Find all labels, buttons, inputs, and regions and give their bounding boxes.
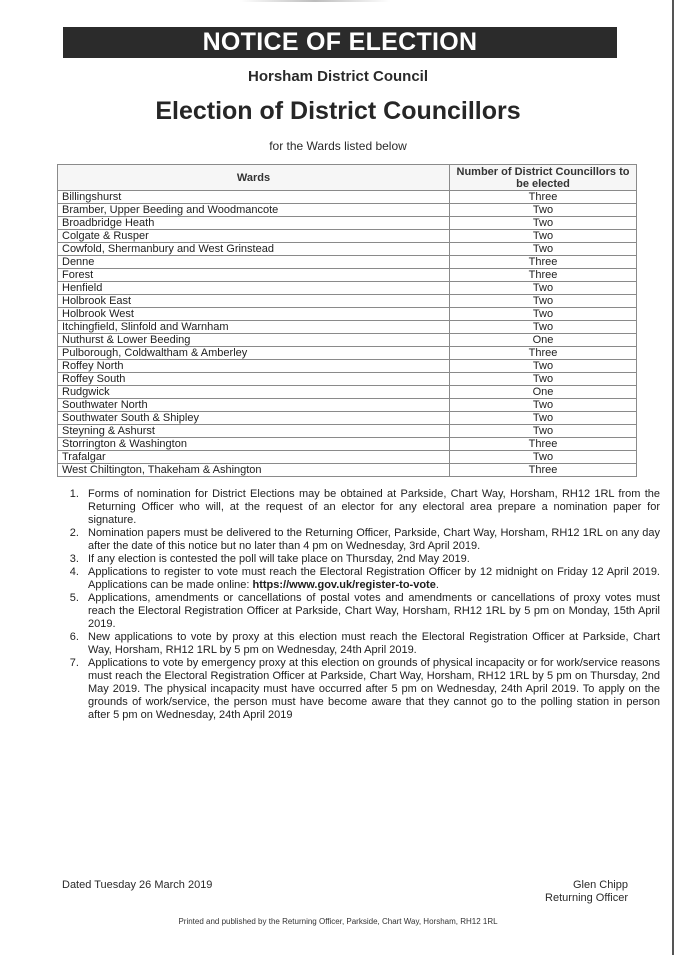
councillor-count: Two	[450, 217, 637, 230]
ward-name: Cowfold, Shermanbury and West Grinstead	[58, 243, 450, 256]
note-text: Forms of nomination for District Elections may be obtained at Parkside, Chart Way, Horsham, RH12 1RL from the Returning Officer who will, at the request of an elector for any electoral area prepare a nomination paper for signature.	[88, 488, 660, 526]
ward-name: Denne	[58, 256, 450, 269]
ward-name: Storrington & Washington	[58, 438, 450, 451]
table-row	[58, 269, 637, 282]
table-row	[58, 282, 637, 295]
councillor-count: Two	[450, 451, 637, 464]
table-row	[58, 295, 637, 308]
signer-name: Glen Chipp	[572, 879, 628, 891]
table-row	[58, 373, 637, 386]
note-item	[82, 657, 660, 722]
scan-shadow	[240, 0, 390, 2]
councillor-count: Three	[450, 191, 637, 204]
table-row	[58, 191, 637, 204]
note-text-after: .	[435, 579, 439, 591]
wards-table-body	[58, 191, 637, 477]
table-row	[58, 230, 637, 243]
note-text: Applications, amendments or cancellations of postal votes and amendments or cancellations of proxy votes must reach the Electoral Registration Officer at Parkside, Chart Way, Horsham, RH12 1RL by 5 pm on Monday, 15th April 2019.	[88, 592, 660, 630]
header-councillors: Number of District Councillors to be elected	[450, 165, 637, 191]
ward-name: Holbrook West	[58, 308, 450, 321]
councillor-count: Two	[450, 243, 637, 256]
councillor-count: Two	[450, 360, 637, 373]
councillor-count: Three	[450, 464, 637, 477]
page-subtitle: for the Wards listed below	[269, 139, 407, 153]
table-row	[58, 399, 637, 412]
table-header-row	[58, 165, 637, 191]
table-row	[58, 204, 637, 217]
note-item	[82, 592, 660, 631]
table-row	[58, 308, 637, 321]
councillor-count: Three	[450, 269, 637, 282]
councillor-count: Two	[450, 373, 637, 386]
table-row	[58, 321, 637, 334]
ward-name: Roffey South	[58, 373, 450, 386]
councillor-count: One	[450, 386, 637, 399]
page-title: Election of District Councillors	[155, 97, 521, 125]
councillor-count: Two	[450, 321, 637, 334]
councillor-count: One	[450, 334, 637, 347]
note-text: Applications to register to vote must reach the Electoral Registration Officer by 12 midnight on Friday 12 April 2019. Applications can be made online:	[88, 566, 660, 591]
ward-name: Colgate & Rusper	[58, 230, 450, 243]
imprint: Printed and published by the Returning Officer, Parkside, Chart Way, Horsham, RH12 1RL	[178, 917, 498, 926]
notice-banner: NOTICE OF ELECTION	[63, 27, 617, 58]
table-row	[58, 438, 637, 451]
note-item	[82, 527, 660, 553]
ward-name: Roffey North	[58, 360, 450, 373]
table-row	[58, 386, 637, 399]
note-item	[82, 631, 660, 657]
ward-name: Broadbridge Heath	[58, 217, 450, 230]
table-row	[58, 347, 637, 360]
table-row	[58, 412, 637, 425]
table-row	[58, 256, 637, 269]
councillor-count: Two	[450, 412, 637, 425]
councillor-count: Three	[450, 347, 637, 360]
header-wards: Wards	[58, 165, 450, 191]
table-row	[58, 425, 637, 438]
table-row	[58, 360, 637, 373]
ward-name: Itchingfield, Slinfold and Warnham	[58, 321, 450, 334]
ward-name: West Chiltington, Thakeham & Ashington	[58, 464, 450, 477]
councillor-count: Three	[450, 438, 637, 451]
councillor-count: Two	[450, 399, 637, 412]
notes-list	[60, 488, 660, 722]
table-row	[58, 217, 637, 230]
ward-name: Henfield	[58, 282, 450, 295]
ward-name: Billingshurst	[58, 191, 450, 204]
ward-name: Nuthurst & Lower Beeding	[58, 334, 450, 347]
council-name: Horsham District Council	[247, 68, 429, 85]
dated-line: Dated Tuesday 26 March 2019	[62, 879, 213, 891]
table-row	[58, 334, 637, 347]
table-row	[58, 451, 637, 464]
councillor-count: Two	[450, 204, 637, 217]
councillor-count: Two	[450, 308, 637, 321]
table-row	[58, 464, 637, 477]
ward-name: Trafalgar	[58, 451, 450, 464]
councillor-count: Two	[450, 295, 637, 308]
ward-name: Holbrook East	[58, 295, 450, 308]
wards-table	[57, 164, 637, 477]
note-item	[82, 488, 660, 527]
ward-name: Pulborough, Coldwaltham & Amberley	[58, 347, 450, 360]
councillor-count: Two	[450, 230, 637, 243]
table-row	[58, 243, 637, 256]
note-text: New applications to vote by proxy at this election must reach the Electoral Registration Officer at Parkside, Chart Way, Horsham, RH12 1RL by 5 pm on Wednesday, 24th April 2019.	[88, 631, 660, 656]
ward-name: Southwater North	[58, 399, 450, 412]
councillor-count: Three	[450, 256, 637, 269]
ward-name: Bramber, Upper Beeding and Woodmancote	[58, 204, 450, 217]
signer-role: Returning Officer	[545, 892, 628, 904]
ward-name: Rudgwick	[58, 386, 450, 399]
councillor-count: Two	[450, 282, 637, 295]
note-item	[82, 553, 660, 566]
ward-name: Forest	[58, 269, 450, 282]
ward-name: Southwater South & Shipley	[58, 412, 450, 425]
note-item	[82, 566, 660, 592]
ward-name: Steyning & Ashurst	[58, 425, 450, 438]
signature-block	[545, 879, 628, 905]
note-text: Nomination papers must be delivered to the Returning Officer, Parkside, Chart Way, Horsham, RH12 1RL on any day after the date of this notice but no later than 4 pm on Wednesday, 3rd April 2019.	[88, 527, 660, 552]
note-text: If any election is contested the poll will take place on Thursday, 2nd May 2019.	[88, 553, 470, 565]
register-to-vote-link[interactable]: https://www.gov.uk/register-to-vote	[252, 579, 436, 591]
note-text: Applications to vote by emergency proxy at this election on grounds of physical incapacity or for work/service reasons must reach the Electoral Registration Officer at Parkside, Chart Way, Horsham, RH12 1RL by 5 pm on Thursday, 2nd May 2019. The physical incapacity must have occurred after 5 pm on Wednesday, 24th April 2019. To apply on the grounds of work/service, the person must have become aware that they cannot go to the polling station in person after 5 pm on Wednesday, 24th April 2019	[88, 657, 660, 721]
councillor-count: Two	[450, 425, 637, 438]
